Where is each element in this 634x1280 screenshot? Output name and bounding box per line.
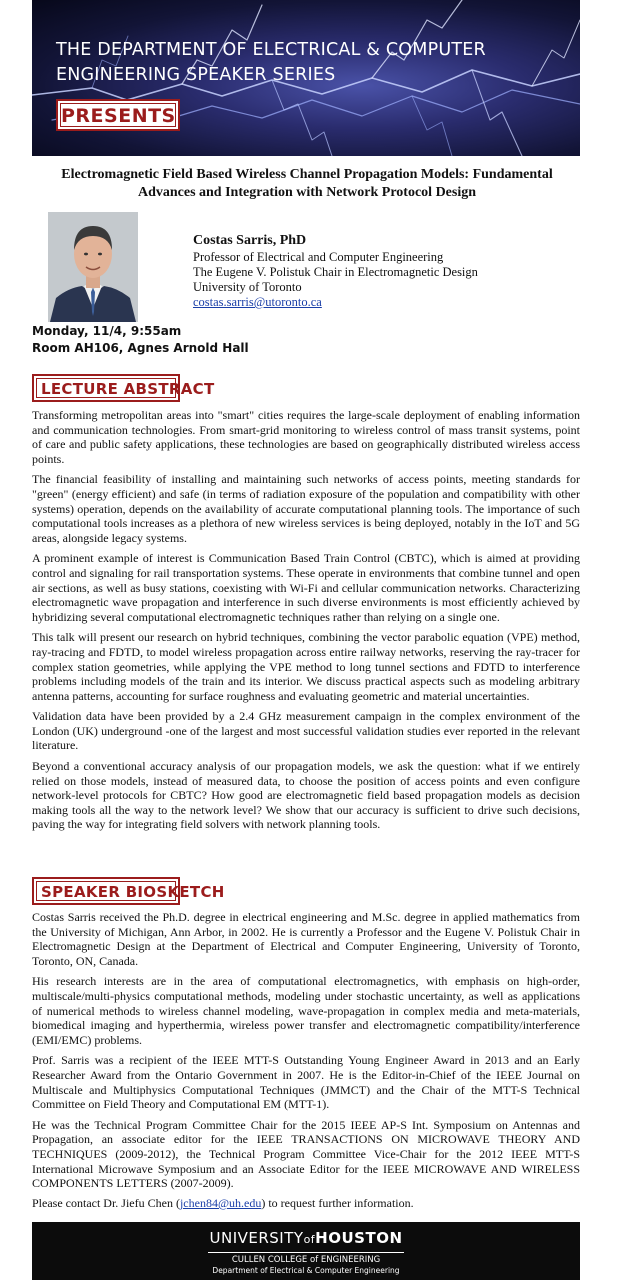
biosketch-heading: SPEAKER BIOSKETCH — [36, 881, 176, 901]
speaker-name: Costas Sarris, PhD — [193, 233, 307, 248]
university-prefix: UNIVERSITY — [209, 1229, 304, 1247]
abstract-paragraph: A prominent example of interest is Communication Based Train Control (CBTC), which is aimed at providing control and signaling for rail transportation systems. These operate in environments that combine tunnel and open air sections, as well as busy stations, coexisting with Wi-Fi and cellular communication networks. Characterizing electromagnetic wave propagation and interference in such diverse environments is most efficiently achieved by hybridizing several computational electromagnetic techniques rather than relying on a single one. — [32, 551, 580, 624]
biosketch-heading-badge — [32, 877, 225, 905]
header-banner — [32, 0, 580, 156]
abstract-paragraph: Beyond a conventional accuracy analysis of our propagation models, we ask the question: what if we entirely relied on those models, instead of measured data, to choose the position of access points and even configure network-level protocols for CBTC? How good are electromagnetic field based propagation models as decision making tools all the way to the network level? We show that our accuracy is sufficient to drive such decisions, paving the way for integrating field solvers with network planning tools. — [32, 759, 580, 832]
speaker-photo — [48, 212, 138, 322]
biosketch-paragraph: Costas Sarris received the Ph.D. degree in electrical engineering and M.Sc. degree in applied mathematics from the University of Michigan, Ann Arbor, in 2002. He is currently a Professor and the Eugene V. Polistuk Chair in Electromagnetic Design at the Department of Electrical and Computer Engineering, University of Toronto, Toronto, ON, Canada. — [32, 910, 580, 968]
department-name: Department of Electrical & Computer Engineering — [212, 1266, 400, 1275]
contact-line — [32, 1196, 580, 1211]
footer — [32, 1222, 580, 1280]
abstract-paragraph: The financial feasibility of installing and maintaining such networks of access points, meeting standards for "green" (energy efficient) and safe (in terms of radiation exposure of the population and compatibility with other systems) operation, depends on the availability of accurate computational planning tools. The importance of such computational tools increases as a plethora of new wireless services is being deployed, notably in the IoT and 5G areas, alongside legacy systems. — [32, 472, 580, 545]
biosketch-paragraph: Prof. Sarris was a recipient of the IEEE MTT-S Outstanding Young Engineer Award in 2013 and an Early Researcher Award from the Ontario Government in 2007. He is the Editor-in-Chief of the IEEE Journal on Multiscale and Multiphysics Computational Techniques (JMMCT) and the Chair of the MTT-S Technical Committee on Field Theory and Computational EM (MTT-1). — [32, 1053, 580, 1112]
university-of: of — [303, 1233, 316, 1246]
talk-title: Electromagnetic Field Based Wireless Channel Propagation Models: Fundamental Advances and Integration with Network Protocol Design — [61, 167, 553, 200]
college-name: CULLEN COLLEGE of ENGINEERING — [231, 1255, 381, 1265]
abstract-heading: LECTURE ABSTRACT — [36, 378, 176, 398]
speaker-affiliation: University of Toronto — [193, 280, 302, 294]
series-title: THE DEPARTMENT OF ELECTRICAL & COMPUTER ENGINEERING SPEAKER SERIES — [56, 40, 486, 85]
speaker-email-link[interactable]: costas.sarris@utoronto.ca — [193, 295, 322, 309]
event-info — [32, 323, 332, 357]
contact-email-link[interactable]: jchen84@uh.edu — [179, 1196, 262, 1210]
event-location: Room AH106, Agnes Arnold Hall — [32, 341, 249, 355]
contact-prefix: Please contact Dr. Jiefu Chen ( — [32, 1196, 180, 1210]
abstract-paragraph: This talk will present our research on hybrid techniques, combining the vector parabolic equation (VPE) method, ray-tracing and FDTD, to model wireless propagation across entire railway networks, reserving the ray-tracer for complex station geometries, while applying the VPE method to long tunnel sections and FDTD to interference problems including models of the train and its interior. We discuss practical aspects such as modeling arbitrary antenna patterns, accounting for surface roughness and evaluating geometric and material uncertainties. — [32, 630, 580, 703]
event-date-time: Monday, 11/4, 9:55am — [32, 324, 182, 338]
presents-badge — [56, 99, 180, 131]
speaker-chair: The Eugene V. Polistuk Chair in Electromagnetic Design — [193, 265, 478, 279]
speaker-info — [193, 232, 573, 310]
biosketch-paragraph: His research interests are in the area of computational electromagnetics, with emphasis on high-order, multiscale/multi-physics computational methods, modeling under stochastic uncertainty, as well as applications of numerical methods to wireless channel modeling, wave-propagation in complex media and meta-materials, biomedical imaging and hyperthermia, wireless power transfer and electromagnetic compatibility/interference (EMI/EMC) problems. — [32, 974, 580, 1047]
presents-label: PRESENTS — [61, 105, 176, 127]
biosketch-body — [32, 910, 580, 1197]
speaker-portrait-icon — [48, 212, 138, 322]
logo-divider — [208, 1252, 404, 1253]
speaker-position: Professor of Electrical and Computer Engineering — [193, 250, 444, 264]
abstract-paragraph: Transforming metropolitan areas into "smart" cities requires the large-scale deployment of enabling information and communication technologies. From smart-grid monitoring to wireless control of mass transit systems, point of care and public safety applications, these technologies are based on geographically distributed wireless access points. — [32, 408, 580, 466]
abstract-paragraph: Validation data have been provided by a 2.4 GHz measurement campaign in the complex environment of the London (UK) underground -one of the largest and most successful validation studies ever reported in the relevant literature. — [32, 709, 580, 753]
contact-suffix: ) to request further information. — [261, 1196, 414, 1210]
abstract-body — [32, 408, 580, 838]
abstract-heading-badge — [32, 374, 215, 402]
university-logo — [32, 1229, 580, 1249]
biosketch-paragraph: He was the Technical Program Committee Chair for the 2015 IEEE AP-S Int. Symposium on Antennas and Propagation, an associate editor for the IEEE TRANSACTIONS ON MICROWAVE THEORY AND TECHNIQUES (2009-2012), the Technical Program Committee Vice-Chair for the 2012 IEEE MTT-S International Microwave Symposium and an Associate Editor for the IEEE MICROWAVE AND WIRELESS COMPONENTS LETTERS (2007-2009). — [32, 1117, 580, 1191]
university-name: HOUSTON — [315, 1229, 403, 1247]
